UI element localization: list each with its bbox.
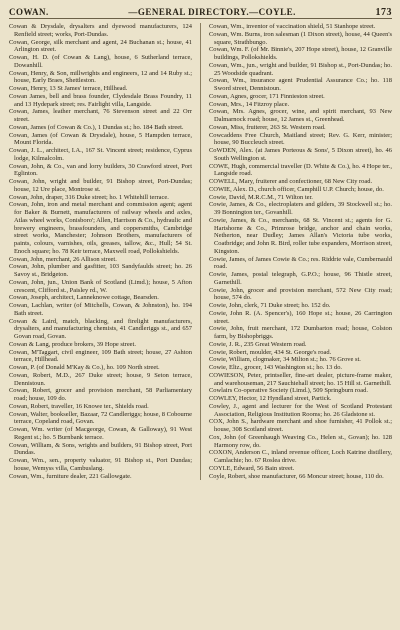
directory-entry: Cowie, James, & Co., merchants, 68 St. Vincent st.; agents for G. Hartshorne & Co., Primrose bridge, anchor and chain works, Netherton, near Dudley; James Allan's Victoria tube works, Coatbridge; and John R. Bird, roller tube expanders, Morrison street, Kingston. <box>209 216 392 255</box>
header-center: —GENERAL DIRECTORY.—COYLE. <box>128 7 296 17</box>
directory-entry: Cowan & Drysdale, drysalters and dyewood manufacturers, 124 Renfield street; works, Port-Dundas. <box>9 23 192 38</box>
directory-entry: Cowie, J. R., 235 Great Western road. <box>209 340 307 348</box>
directory-entry: Cowie, William, clogmaker, 34 Milton st.; ho. 76 Grove st. <box>209 356 361 364</box>
directory-entry: Coyle, Robert, shoe manufacturer, 66 Moncur street; house, 110 do. <box>209 472 384 480</box>
directory-entry: Cowan, John, plumber and gasfitter, 103 Sandyfaulds street; ho. 26 Savoy st., Bridgeton. <box>9 263 192 278</box>
directory-entry: CoWDEN, Alex. (at James Porteous & Sons', 5 Dixon street), ho. 46 South Wellington st. <box>209 147 392 162</box>
directory-entry: Cowan, Wm. writer (of Macgeorge, Cowan, & Galloway), 91 West Regent st.; ho. 5 Burnbank terrace. <box>9 426 192 441</box>
directory-entry: Cowan, John, draper, 316 Duke street; ho. 1 Whitehill terrace. <box>9 193 169 201</box>
directory-entry: Cowan James, bell and brass founder, Clydesdale Brass Foundry, 11 and 13 Hydepark street; res. Fairlight villa, Langside. <box>9 92 192 108</box>
directory-entry: Cowan, Wm., sen., property valuator, 91 Bishop st., Port Dundas; house, Wemyss villa, Cambuslang. <box>9 457 192 472</box>
directory-entry: Cowan & Laird, match, blacking, and firelight manufacturers, drysalters, and manufacturing chemists, 41 Candleriggs st., and 657 Govan road, Govan. <box>9 317 192 340</box>
directory-entry: Cowan, Wm. F. (of Mr. Binnie's, 207 Hope street), house, 12 Granville buildings, Pollokshields. <box>209 46 392 61</box>
directory-entry: Cowlairs Co-operative Society (Limd.), 509 Springburn road. <box>209 387 368 395</box>
directory-entry: Cowie, James, of James Cowie & Co.; res. Riddrie vale, Cumbernauld road. <box>209 255 392 271</box>
directory-entry: Cowan, H. D. (of Cowan & Lang), house, 6 Sutherland terrace, Dowanhill. <box>9 54 192 69</box>
directory-entry: Cowan, Agnes, grocer, 171 Finnieston street. <box>209 92 325 100</box>
directory-entry: Cowan, Wm., inventor of vaccination shield, 51 Stanhope street. <box>209 23 376 30</box>
directory-entry: Cowan, James (of Cowan & Drysdale), house, 5 Hampden terrace, Mount Florida. <box>9 131 192 147</box>
directory-entry: COWE, Hugh, commercial traveller (D. White & Co.), ho. 4 Hope ter., Langside road. <box>209 162 392 178</box>
left-column <box>9 23 192 480</box>
directory-entry: COWIE, Alex. D., church officer, Camphill U.P. Church; house, do. <box>209 185 384 193</box>
directory-entry: Cowan, Robert, grocer and provision merchant, 58 Parliamentary road; house, 109 do. <box>9 387 192 402</box>
page-header <box>9 6 392 19</box>
directory-entry: Cowie, John, fruit merchant, 172 Dumbarton road; house, Colston farm, by Bishopbriggs. <box>209 325 392 340</box>
directory-entry: Cowie, John, clerk, 71 Duke street; ho. 152 do. <box>209 302 331 309</box>
directory-entry: COX, John S., hardware merchant and shoe furnisher, 41 Pollok st.; house, 308 Scotland street. <box>209 418 392 433</box>
directory-entry: Cowan, James (of Cowan & Co.), 1 Dundas st.; ho. 184 Bath street. <box>9 123 184 131</box>
directory-entry: Cox, John (of Greenhaugh Weaving Co., Helen st., Govan); ho. 128 Harmony row, do. <box>209 433 392 449</box>
directory-entry: Cowan, Robert, M.D., 267 Duke street; house, 9 Seton terrace, Dennistoun. <box>9 371 192 387</box>
directory-entry: Cowan, Joseph, architect, Lanneknowe cottage, Bearsden. <box>9 294 159 302</box>
directory-entry: Cowan, Henry, 13 St James' terrace, Hillhead. <box>9 85 128 92</box>
directory-entry: Cowan, Wm. Burns, iron salesman (1 Dixon street), house, 44 Queen's square, Strathbungo. <box>209 30 392 46</box>
directory-entry: Cowan, Robert, traveller, 16 Knowe ter., Shields road. <box>9 402 149 410</box>
directory-entry: Cowan, Wm., jun., wright and builder, 91 Bishop st., Port-Dundas; ho. 25 Woodside quadrant. <box>209 61 392 77</box>
directory-entry: Cowcaddens Free Church, Maitland street; Rev. G. Kerr, minister; house, 90 Buccleuch street. <box>209 131 392 147</box>
directory-entry: Cowan, Henry, & Son, millwrights and engineers, 12 and 14 Ruby st.; house, Early Braes, Shettleston. <box>9 69 192 85</box>
directory-entry: COWLEY, Hector, 12 Hyndland street, Partick. <box>209 395 332 402</box>
directory-entry: Cowan, J. L., architect, I.A., 167 St. Vincent street; residence, Cyprus lodge, Kilmalcolm. <box>9 147 192 162</box>
directory-entry: Cowie, Robert, moulder, 434 St. George's road. <box>209 348 332 356</box>
directory-entry: Cowie, Eliz., grocer, 143 Washington st.; ho. 13 do. <box>209 364 343 371</box>
directory-entry: Cowan, Mrs., 14 Fitzroy place. <box>209 100 290 108</box>
directory-entry: Cowie, James, & Co., electroplaters and gilders, 39 Stockwell st.; ho. 39 Bonnington ter., Govanhill. <box>209 201 392 216</box>
directory-entry: COYLE, Edward, 56 Bain street. <box>209 464 295 472</box>
directory-entry: Cowan, Lachlan, writer (of Mitchells, Cowan, & Johnston), ho. 194 Bath street. <box>9 302 192 317</box>
right-column <box>209 23 392 480</box>
directory-entry: Cowan, John, & Co., van and lorry builders, 30 Crawford street, Port Eglinton. <box>9 162 192 178</box>
directory-entry: Cowie, David, M.R.C.M., 71 Wilton ter. <box>209 193 313 201</box>
directory-entry: Cowan, John, wright and builder, 91 Bishop street, Port-Dundas; house, 12 Ure place, Montrose st. <box>9 178 192 193</box>
directory-entry: Cowan & Lang, produce brokers, 39 Hope street. <box>9 340 136 348</box>
header-right-word: COYLE. <box>258 7 296 17</box>
directory-entry: Cowie, John, grocer and provision merchant, 572 New City road; house, 574 do. <box>209 286 392 302</box>
directory-entry: Cowan, Wm., insurance agent Prudential Assurance Co.; ho. 118 Sword street, Dennistoun. <box>209 77 392 92</box>
directory-entry: Cowan, Mrs. Agnes, grocer, wine, and spirit merchant, 93 New Dalmarnock road; house, 12 James st., Greenhead. <box>209 108 392 123</box>
directory-entry: COWIESON, Peter, printseller, fine-art dealer, picture-frame maker, and warehouseman, 217 Sauchiehall street; ho. 15 Hill st. Garnethill. <box>209 371 392 387</box>
directory-entry: Cowan, William, & Sons, wrights and builders, 91 Bishop street, Port Dundas. <box>9 441 192 457</box>
directory-entry: Cowan, John, iron and metal merchant and commission agent; agent for Baker & Burnett, manufacturers of railway wheels and axles, Atlas wheel works, Conisboro'; Allen, Harrison & Co., hydraulic and brewery engineers, brassfounders, and coppersmiths, Cambridge street works, Manchester; Johnson Brothers, manufacturers of paints, colours, varnishes, oils, greases, tallow, &c., Hull; 54 St. Enoch square; ho. 78 Keir terrace, Maxwell road, Pollokshields. <box>9 201 192 255</box>
directory-entry: Cowie, James, postal telegraph, G.P.O.; house, 96 Thistle street, Garnethill. <box>209 271 392 286</box>
directory-entry: Cowan, P. (of Donald M'Kay & Co.), ho. 109 North street. <box>9 364 160 371</box>
column-divider <box>200 23 201 480</box>
directory-entry: Cowley, J., agent and lecturer for the West of Scotland Protestant Association, Religious Institution Rooms; ho. 26 Gladstone st. <box>209 402 392 418</box>
directory-entry: Cowan, Walter, bookseller, Bazaar, 72 Candleriggs; house, 8 Cobourne terrace, Copeland road, Govan. <box>9 410 192 426</box>
directory-entry: Cowan, John, merchant, 26 Allison street. <box>9 255 117 263</box>
directory-entry: Cowan, Wm., furniture dealer, 221 Gallowgate. <box>9 472 132 480</box>
directory-entry: Cowie, John R. (A. Spencer's), 160 Hope st.; house, 26 Carrington street. <box>209 309 392 325</box>
header-left: COWAN. <box>9 7 49 17</box>
directory-entry: Cowan, James, leather merchant, 76 Stevenson street and 22 Orr street. <box>9 108 192 123</box>
directory-entry: COXON, Anderson C., inland revenue officer, Loch Katrine distillery, Camlachie; ho. 67 Roslea drive. <box>209 449 392 464</box>
directory-columns <box>9 23 392 480</box>
page-number: 173 <box>375 7 392 18</box>
directory-entry: Cowan, M'Taggart, civil engineer, 109 Bath street; house, 27 Ashton terrace, Hillhead. <box>9 348 192 364</box>
directory-entry: COWELL, Mary, fruiterer and confectioner, 68 New City road. <box>209 178 373 185</box>
directory-entry: Cowan, George, silk merchant and agent, 24 Buchanan st.; house, 41 Arlington street. <box>9 38 192 54</box>
header-title: GENERAL DIRECTORY. <box>137 7 250 17</box>
directory-entry: Cowan, Miss, fruiterer, 263 St. Western road. <box>209 123 326 131</box>
directory-entry: Cowan, John, jun., Union Bank of Scotland (Limd.); house, 5 Afton crescent, Clifford st., Paisley rd., W. <box>9 278 192 294</box>
